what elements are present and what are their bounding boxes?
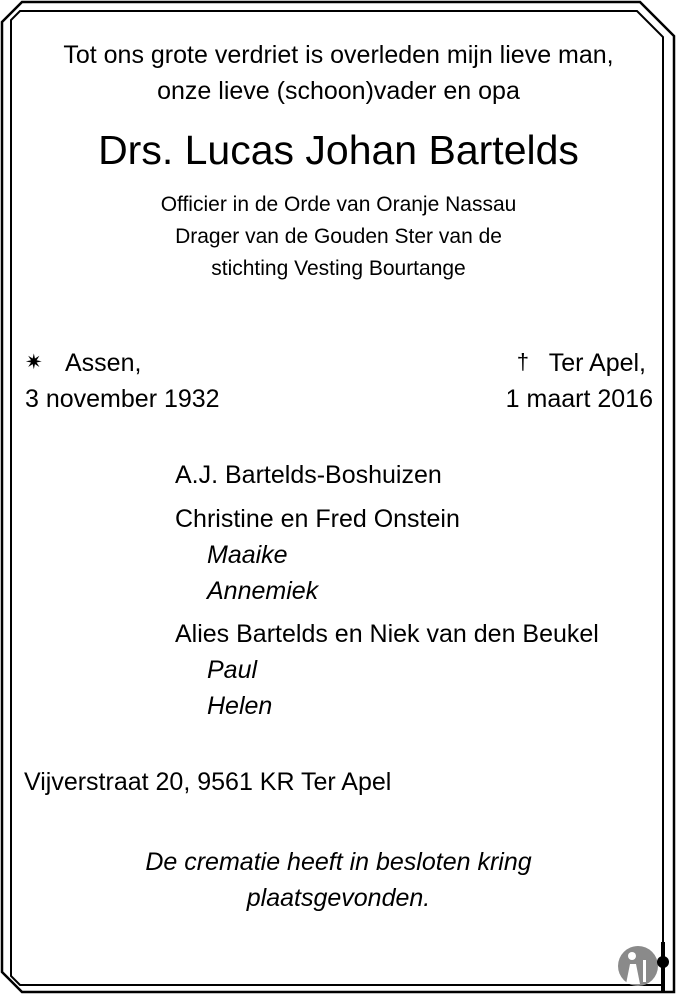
child-family: Alies Bartelds en Niek van den Beukel — [175, 620, 599, 648]
honor-line: Drager van de Gouden Ster van de — [175, 225, 502, 248]
intro-line-2: onze lieve (schoon)vader en opa — [157, 77, 520, 105]
child-family: Christine en Fred Onstein — [175, 505, 460, 533]
death-date: 1 maart 2016 — [505, 385, 653, 413]
birth-place: Assen, — [65, 349, 142, 377]
intro-line-1: Tot ons grote verdriet is overleden mijn lieve man, — [63, 41, 614, 69]
honor-line: stichting Vesting Bourtange — [211, 257, 466, 280]
honor-line: Officier in de Orde van Oranje Nassau — [160, 193, 517, 216]
grandchild-name: Helen — [207, 692, 273, 720]
address: Vijverstraat 20, 9561 KR Ter Apel — [24, 768, 392, 796]
star-icon: ✷ — [25, 351, 43, 374]
closing-line-1: De crematie heeft in besloten kring — [145, 848, 532, 876]
closing-line-2: plaatsgevonden. — [246, 884, 431, 912]
birth-line — [25, 349, 141, 378]
death-line — [517, 349, 646, 378]
deceased-name: Drs. Lucas Johan Bartelds — [98, 127, 579, 173]
death-place: Ter Apel, — [548, 349, 646, 377]
grandchild-name: Maaike — [207, 541, 288, 569]
spouse-name: A.J. Bartelds-Boshuizen — [175, 461, 442, 489]
birth-date: 3 november 1932 — [25, 385, 220, 413]
cross-icon: † — [516, 349, 529, 374]
memorial-logo-icon — [616, 938, 672, 994]
grandchild-name: Paul — [207, 656, 258, 684]
grandchild-name: Annemiek — [207, 577, 319, 605]
